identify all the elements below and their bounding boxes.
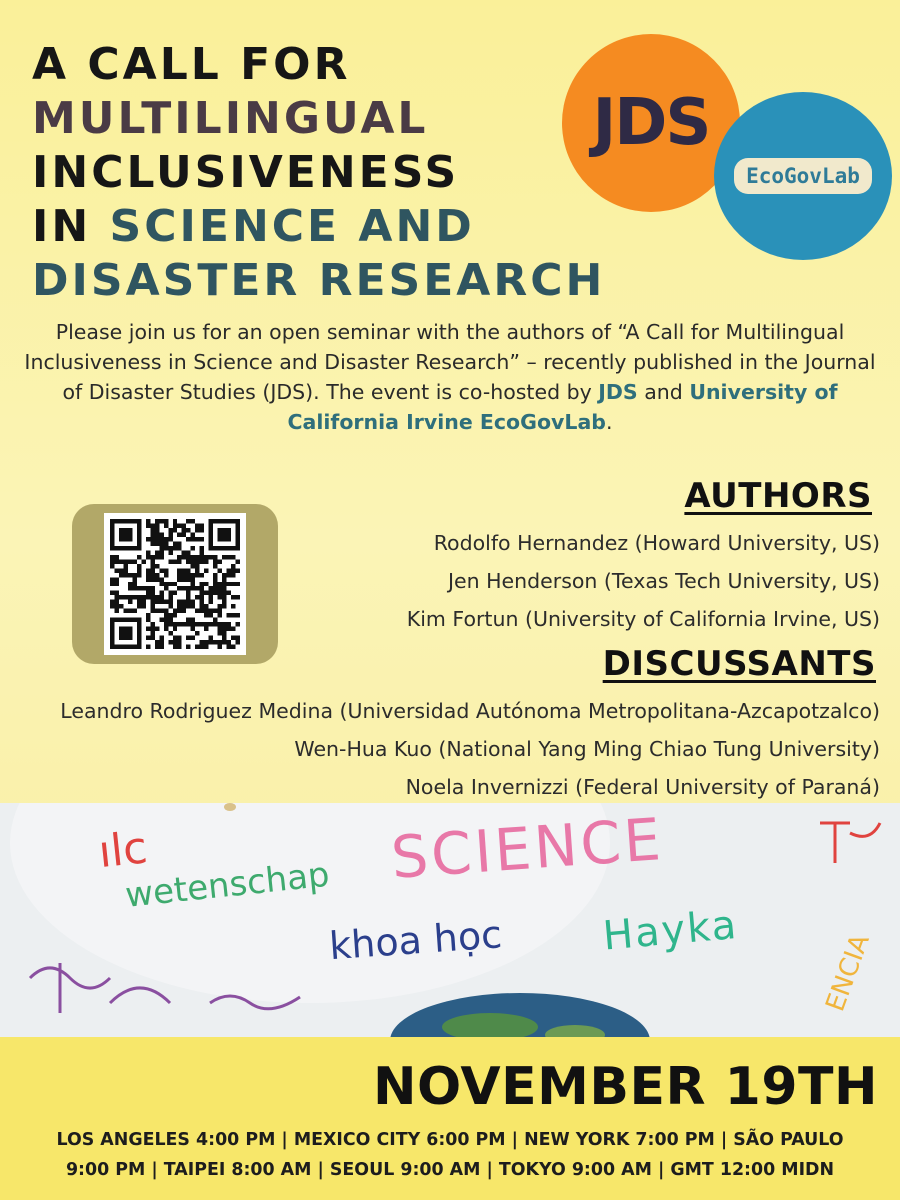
word-nauka: Hayka [601, 901, 740, 960]
authors-list [407, 524, 880, 638]
author-name: Jen Henderson (Texas Tech University, US) [447, 569, 880, 593]
jds-logo-text: JDS [592, 86, 710, 160]
author-name: Rodolfo Hernandez (Howard University, US) [433, 531, 880, 555]
title-line-2: MULTILINGUAL [32, 93, 429, 144]
event-footer [0, 1037, 900, 1200]
qr-code[interactable] [104, 513, 246, 655]
discussant-name: Leandro Rodriguez Medina (Universidad Autónoma Metropolitana-Azcapotzalco) [60, 699, 880, 723]
event-times-line-1: LOS ANGELES 4:00 PM | MEXICO CITY 6:00 PM | NEW YORK 7:00 PM | SÃO PAULO [56, 1130, 844, 1150]
word-alc: ılc [96, 822, 150, 879]
word-ciencia: ENCIA [820, 930, 876, 1016]
title-line-4-rest: SCIENCE AND [109, 201, 475, 252]
event-times-line-2: 9:00 PM | TAIPEI 8:00 AM | SEOUL 9:00 AM | TOKYO 9:00 AM | GMT 12:00 MIDN [65, 1160, 835, 1180]
title-line-1: A CALL FOR [32, 39, 351, 90]
word-wetenschap: wetenschap [123, 854, 332, 916]
whiteboard-illustration [0, 803, 900, 1037]
title-line-3: INCLUSIVENESS [32, 147, 460, 198]
intro-paragraph [20, 317, 880, 437]
discussants-list [60, 692, 880, 806]
intro-text: Please join us for an open seminar with the authors of “A Call for Multilingual Inclusiveness in Science and Disaster Research” – recently published in the Journal of Disaster Studies (JDS). The event is co-hosted by [24, 320, 876, 404]
ecogovlab-logo-text: EcoGovLab [734, 158, 872, 194]
title-line-4-prefix: IN [32, 201, 92, 252]
discussants-heading: DISCUSSANTS [602, 644, 876, 684]
whiteboard-photo [0, 803, 900, 1037]
author-name: Kim Fortun (University of California Irvine, US) [406, 607, 880, 631]
discussant-name: Noela Invernizzi (Federal University of Paraná) [405, 775, 880, 799]
ecogovlab-logo [714, 92, 892, 260]
jds-logo [562, 34, 740, 212]
pin-mark [224, 803, 236, 811]
host-ecogovlab: University of California Irvine EcoGovLab [287, 380, 838, 434]
host-jds: JDS [598, 380, 638, 404]
word-science: SCIENCE [388, 805, 666, 892]
intro-end: . [605, 410, 613, 434]
qr-code-icon [110, 519, 240, 649]
event-date: NOVEMBER 19TH [373, 1057, 878, 1117]
qr-code-frame [72, 504, 278, 664]
discussant-name: Wen-Hua Kuo (National Yang Ming Chiao Tung University) [294, 737, 880, 761]
authors-heading: AUTHORS [684, 476, 872, 516]
event-times [10, 1125, 890, 1185]
title-line-5: DISASTER RESEARCH [32, 255, 606, 306]
word-khoa-hoc: khoa học [327, 912, 504, 969]
intro-and: and [637, 380, 690, 404]
